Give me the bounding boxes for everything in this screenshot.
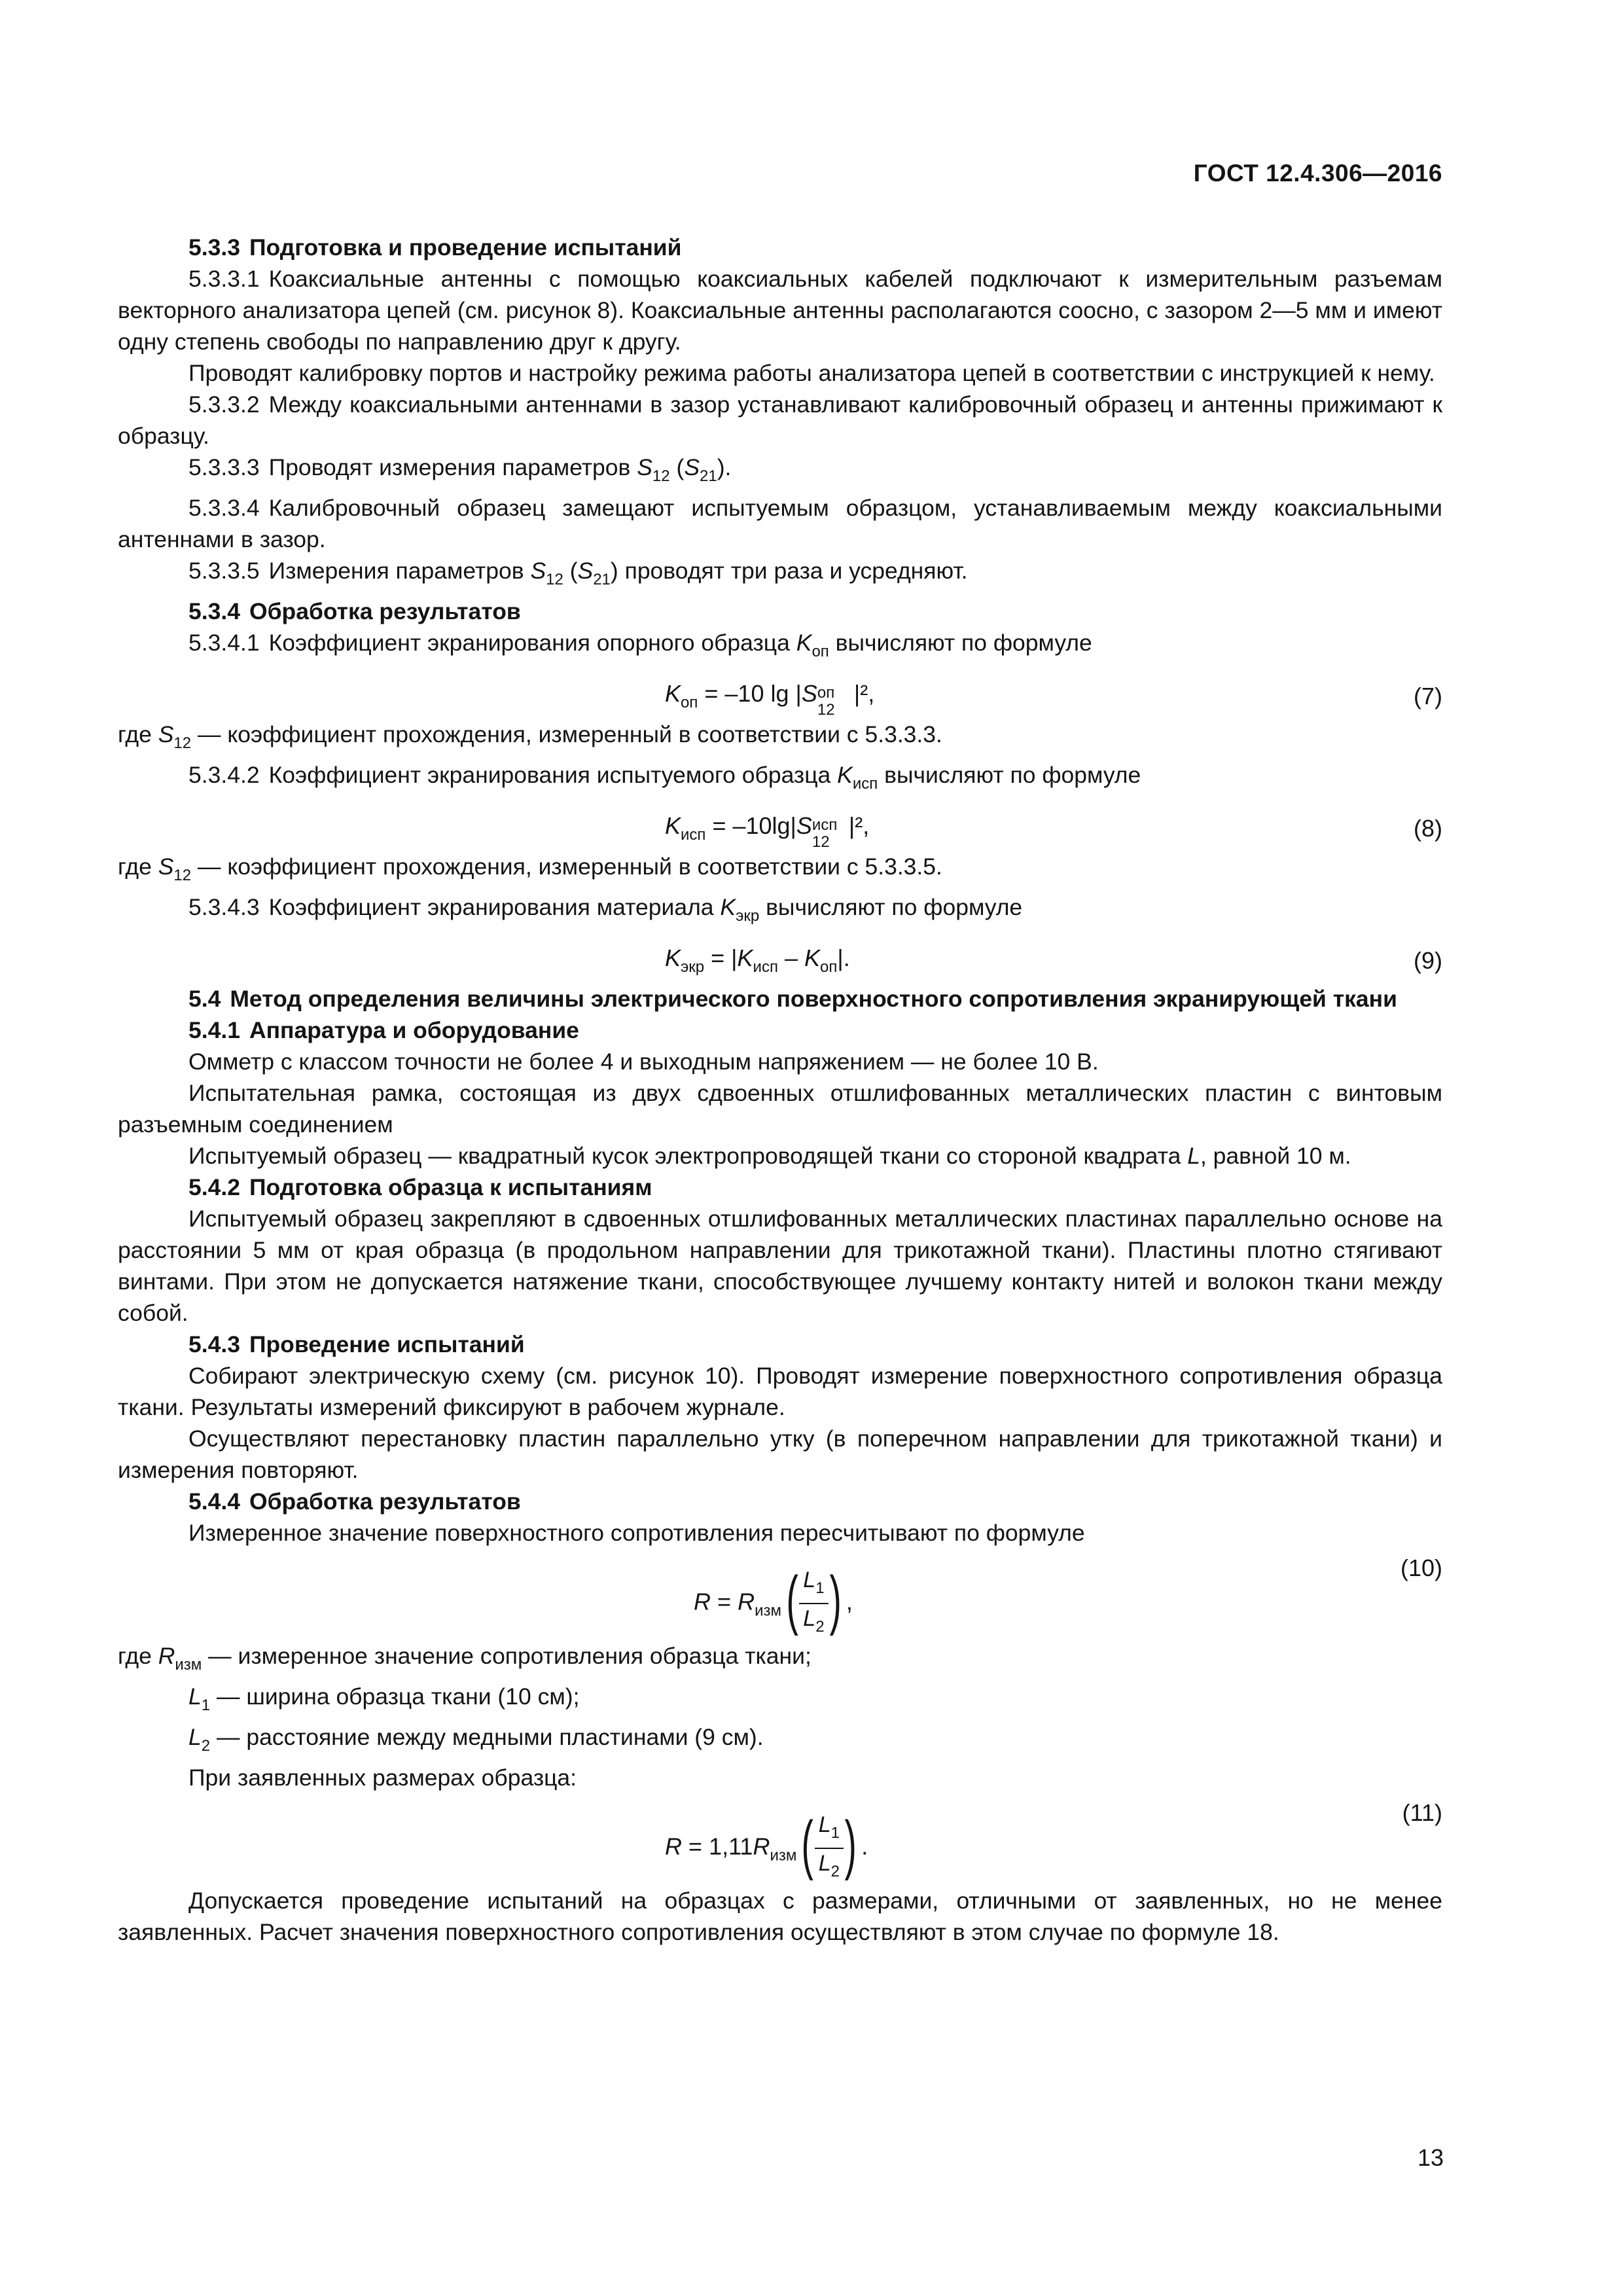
where-label: где [118, 853, 152, 880]
paren-close: ) [844, 1807, 857, 1881]
operator: , [846, 1588, 853, 1615]
formula-10 [118, 1549, 1442, 1640]
subscript: 2 [201, 1737, 211, 1755]
superscript: исп [812, 816, 838, 834]
paragraph-text: Коаксиальные антенны с помощью коаксиальных кабелей подключают к измерительным разъемам векторного анализатора цепей (см. рисунок 8). Коаксиальные антенны располагаются соосно, с зазором 2—5 мм и имеют одну степень свободы по направлению друг к другу. [118, 266, 1442, 355]
paragraph-recalc: Измеренное значение поверхностного сопротивления пересчитывают по формуле [188, 1520, 1085, 1546]
numerator [815, 1810, 844, 1849]
operator: = –10 lg | [704, 680, 802, 707]
formula-11 [118, 1793, 1442, 1885]
symbol-l: L [188, 1683, 202, 1710]
symbol-k: K [804, 944, 821, 971]
paragraph-sample-prep: Испытуемый образец закрепляют в сдвоенных отшлифованных металлических пластинах параллельно основе на расстоянии 5 мм от края образца (в продольном направлении для трикотажной ткани). Пластины плотно стягивают винтами. При этом не допускается натяжение ткани, способствующее лучшему контакту нитей и волокон ткани между собой. [118, 1206, 1442, 1326]
symbol-l: L [803, 1568, 816, 1592]
formula-body [665, 678, 874, 719]
symbol-l: L [1187, 1143, 1200, 1169]
subscript: 21 [593, 571, 611, 588]
heading-5-4 [118, 983, 1442, 1014]
paragraph-5-3-3-2 [118, 389, 1442, 452]
subscript: изм [770, 1846, 797, 1865]
clause-number: 5.3.4.2 [188, 762, 260, 788]
subscript: исп [753, 958, 778, 976]
subscript: 21 [700, 467, 717, 485]
subscript: 1 [815, 1579, 825, 1597]
fraction [799, 1566, 828, 1641]
symbol-s: S [637, 454, 652, 480]
symbol-r: R [158, 1643, 175, 1669]
subscript: исп [681, 826, 706, 844]
paragraph-5-3-3-5: 5.3.3.5 Измерения параметров $S_{12}$ $(S_{21})$ проводят три раза и усредняют. [188, 558, 968, 588]
where-text: — ширина образца ткани (10 см); [216, 1683, 580, 1710]
page-body [118, 232, 1442, 1948]
formula-10-where-r [118, 1640, 1442, 1681]
paragraph-text: проводят три раза и усредняют. [624, 558, 968, 584]
paragraph-5-3-4-2 [118, 759, 1442, 800]
subscript: 12 [812, 833, 830, 851]
sub-sup-stack [817, 685, 854, 719]
subscript: 2 [830, 1863, 840, 1880]
paragraph-text: Коэффициент экранирования опорного образца [268, 630, 790, 656]
subscript: экр [681, 958, 705, 976]
symbol-r: R [694, 1588, 711, 1615]
paragraph-5-3-3-4 [118, 492, 1442, 555]
heading-5-4-2 [118, 1172, 1442, 1203]
fraction [815, 1810, 844, 1886]
where-label: где [118, 1643, 152, 1669]
paragraph-allowed-sizes: Допускается проведение испытаний на образцах с размерами, отличными от заявленных, но не менее заявленных. Расчет значения поверхностного сопротивления осуществляют в этом случае по формуле 18. [118, 1888, 1442, 1945]
clause-number: 5.3.3.1 [188, 266, 260, 292]
formula-8 [118, 800, 1442, 851]
where-text: — коэффициент прохождения, измеренный в соответствии с 5.3.3.3. [197, 721, 942, 747]
clause-number: 5.3.4.3 [188, 894, 260, 920]
paren-open: ( [786, 1562, 798, 1636]
paragraph-test-sample [118, 1140, 1442, 1172]
clause-number: 5.3.3.3 [188, 454, 260, 480]
where-text: — расстояние между медными пластинами (9 см). [216, 1724, 764, 1750]
paragraph-declared-sizes: При заявленных размерах образца: [188, 1765, 577, 1791]
symbol-s: S [530, 558, 546, 584]
symbol-k: K [720, 894, 736, 920]
formula-body [665, 810, 869, 851]
paragraph-5-3-4-1 [118, 627, 1442, 668]
symbol-l: L [188, 1724, 202, 1750]
symbol-k: K [796, 630, 812, 656]
paragraph-text: Между коаксиальными антеннами в зазор устанавливают калибровочный образец и антенны прижимают к образцу. [118, 391, 1442, 449]
operator: = [688, 1833, 703, 1860]
symbol-k: K [665, 944, 681, 971]
coefficient: 1,11 [709, 1833, 753, 1860]
symbol-r: R [753, 1833, 770, 1860]
paragraph-ohmmeter: Омметр с классом точности не более 4 и выходным напряжением — не более 10 В. [188, 1049, 1099, 1075]
subscript: 2 [815, 1618, 825, 1636]
symbol-s: S [684, 454, 700, 480]
subscript: оп [681, 694, 698, 711]
symbol-s: S [158, 853, 174, 880]
formula-7 [118, 668, 1442, 719]
operator: = –10lg| [712, 812, 796, 839]
symbol-l: L [803, 1606, 816, 1631]
operator: – [784, 944, 798, 971]
subscript: изм [755, 1602, 781, 1620]
formula-number: (7) [1414, 683, 1442, 709]
section-number: 5.4.1 [188, 1017, 240, 1043]
formula-10-where-l2 [118, 1721, 1442, 1762]
subscript: 12 [173, 867, 192, 884]
section-number: 5.4 [188, 986, 221, 1012]
paragraph-text: вычисляют по формуле [884, 762, 1141, 788]
formula-7-where [118, 719, 1442, 759]
superscript: оп [817, 684, 835, 702]
symbol-s: S [801, 680, 817, 707]
symbol-r: R [665, 1833, 682, 1860]
subscript: экр [736, 907, 760, 925]
section-title: Обработка результатов [249, 1488, 521, 1515]
section-title: Метод определения величины электрического поверхностного сопротивления экранирующей ткани [230, 986, 1397, 1012]
symbol-r: R [738, 1588, 755, 1615]
paragraph-text: Коэффициент экранирования материала [268, 894, 714, 920]
symbol-s: S [577, 558, 594, 584]
subscript: 12 [817, 701, 835, 719]
operator: |², [848, 812, 870, 839]
paren-open: ( [801, 1807, 814, 1881]
formula-number: (11) [1402, 1799, 1442, 1826]
clause-number: 5.3.3.2 [188, 391, 260, 418]
where-text: — измеренное значение сопротивления образца ткани; [208, 1643, 812, 1669]
symbol-k: K [665, 812, 681, 839]
symbol-l: L [818, 1812, 831, 1837]
symbol-s: S [158, 721, 174, 747]
paragraph-test-frame: Испытательная рамка, состоящая из двух сдвоенных отшлифованных металлических пластин с винтовым разъемным соединением [118, 1080, 1442, 1138]
operator: . [861, 1833, 868, 1860]
paragraph-text: Испытуемый образец — квадратный кусок электропроводящей ткани со стороной квадрата [188, 1143, 1181, 1169]
formula-number: (8) [1414, 815, 1442, 842]
numerator [799, 1566, 828, 1604]
section-number: 5.4.3 [188, 1331, 240, 1357]
paragraph-text: Проводят измерения параметров [268, 454, 631, 480]
operator: = | [711, 944, 738, 971]
sub-sup-stack [812, 817, 849, 851]
subscript: изм [175, 1656, 202, 1674]
clause-number: 5.3.4.1 [188, 630, 260, 656]
denominator [799, 1604, 828, 1641]
paragraph-text: Калибровочный образец замещают испытуемым образцом, устанавливаемым между коаксиальными антеннами в зазор. [118, 495, 1442, 552]
paragraph-text: вычисляют по формуле [835, 630, 1092, 656]
operator: |. [837, 944, 850, 971]
formula-body [665, 942, 850, 983]
section-title: Обработка результатов [249, 598, 521, 624]
paragraph-text: Измерения параметров [268, 558, 524, 584]
section-number: 5.4.2 [188, 1174, 240, 1200]
operator: |², [853, 680, 875, 707]
standard-code: ГОСТ 12.4.306—2016 [1193, 160, 1442, 187]
section-number: 5.3.3 [188, 234, 240, 260]
section-title: Аппаратура и оборудование [249, 1017, 579, 1043]
symbol-k: K [737, 944, 753, 971]
formula-8-where [118, 851, 1442, 891]
clause-number: 5.3.3.4 [188, 495, 260, 521]
paren-close: ) [829, 1562, 842, 1636]
subscript: оп [820, 958, 838, 976]
formula-9 [118, 932, 1442, 983]
paragraph-5-3-3-3: 5.3.3.3 Проводят измерения параметров $S_{12}$ $(S_{21})$. [188, 454, 732, 485]
heading-5-4-1 [118, 1014, 1442, 1046]
heading-5-4-3 [118, 1329, 1442, 1360]
section-title: Проведение испытаний [249, 1331, 525, 1357]
heading-5-4-4 [118, 1486, 1442, 1517]
subscript: 1 [201, 1696, 211, 1714]
subscript: 12 [173, 734, 192, 752]
formula-number: (9) [1414, 947, 1442, 974]
symbol-k: K [837, 762, 853, 788]
formula-number: (10) [1400, 1554, 1442, 1581]
paragraph-text: Коэффициент экранирования испытуемого образца [268, 762, 831, 788]
page-number: 13 [1417, 2144, 1444, 2171]
paragraph-text: , равной 10 м. [1200, 1143, 1351, 1169]
subscript: 12 [652, 467, 670, 485]
operator: = [717, 1588, 732, 1615]
subscript: 1 [830, 1824, 840, 1842]
paragraph-calibration: Проводят калибровку портов и настройку режима работы анализатора цепей в соответствии с инструкцией к нему. [188, 360, 1435, 386]
symbol-s: S [796, 812, 812, 839]
paragraph-5-3-3-1 [118, 263, 1442, 357]
paragraph-rearrange: Осуществляют перестановку пластин параллельно утку (в поперечном направлении для трикотажной ткани) и измерения повторяют. [118, 1426, 1442, 1483]
subscript: исп [852, 775, 878, 793]
paragraph-5-3-4-3 [118, 891, 1442, 932]
denominator [815, 1849, 844, 1886]
paragraph-text: вычисляют по формуле [766, 894, 1023, 920]
symbol-l: L [818, 1851, 831, 1876]
symbol-k: K [665, 680, 681, 707]
heading-5-3-3 [118, 232, 1442, 263]
where-text: — коэффициент прохождения, измеренный в соответствии с 5.3.3.5. [197, 853, 942, 880]
formula-10-where-l1 [118, 1681, 1442, 1721]
paragraph-circuit: Собирают электрическую схему (см. рисунок 10). Проводят измерение поверхностного сопротивления образца ткани. Результаты измерений фиксируют в рабочем журнале. [118, 1363, 1442, 1420]
formula-body [665, 1807, 868, 1886]
formula-body [694, 1562, 853, 1641]
section-number: 5.4.4 [188, 1488, 240, 1515]
clause-number: 5.3.3.5 [188, 558, 260, 584]
subscript: 12 [546, 571, 563, 588]
heading-5-3-4 [118, 596, 1442, 627]
section-number: 5.3.4 [188, 598, 240, 624]
section-title: Подготовка образца к испытаниям [249, 1174, 652, 1200]
subscript: оп [812, 643, 829, 660]
where-label: где [118, 721, 152, 747]
section-title: Подготовка и проведение испытаний [249, 234, 682, 260]
